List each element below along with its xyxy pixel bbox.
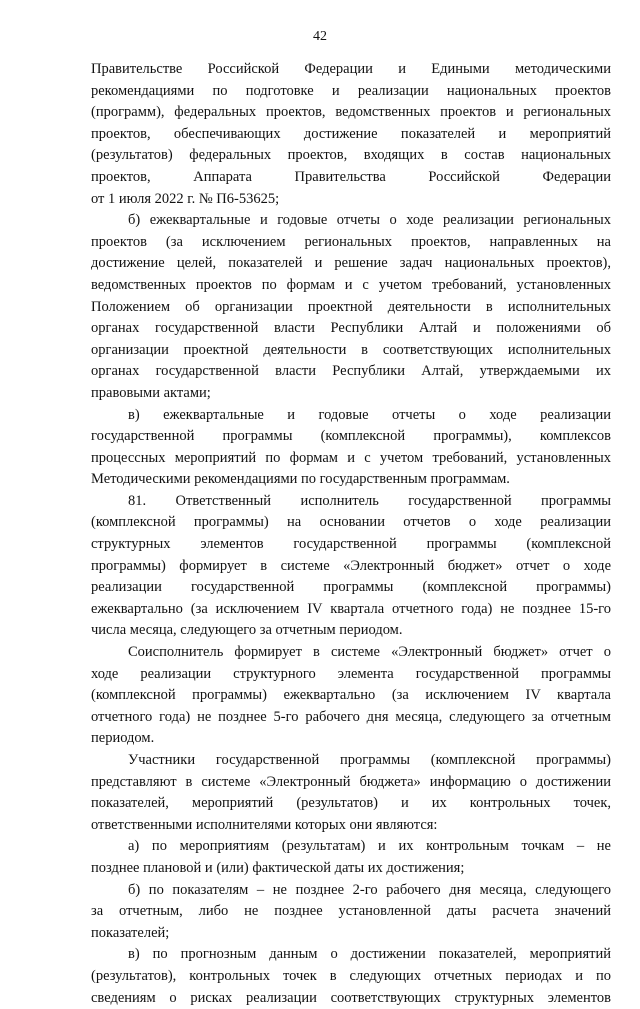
page-number: 42 — [313, 29, 327, 44]
text-line: показателей, мероприятий (результатов) и их контрольных точек, — [91, 795, 611, 812]
text-line: (комплексной программы) на основании отчетов о ходе реализации — [91, 514, 611, 531]
text-line: органах государственной власти Республики Алтай, утверждаемыми их — [91, 363, 611, 380]
text-line: (программ), федеральных проектов, ведомственных проектов и региональных — [91, 104, 611, 121]
text-line: организации проектной деятельности в соответствующих исполнительных — [91, 341, 611, 358]
text-line: Участники государственной программы (комплексной программы) — [128, 752, 611, 768]
text-line: проектов, обеспечивающих достижение показателей и мероприятий — [91, 125, 611, 142]
text-line: а) по мероприятиям (результатам) и их контрольным точкам – не — [128, 838, 611, 855]
text-line: от 1 июля 2022 г. № П6-53625; — [91, 190, 280, 207]
text-line: ответственными исполнителями которых они являются: — [91, 816, 438, 833]
text-line: представляют в системе «Электронный бюджета» информацию о достижении — [91, 773, 611, 790]
text-line: позднее плановой и (или) фактической даты их достижения; — [91, 859, 465, 876]
text-line: в) по прогнозным данным о достижении показателей, мероприятий — [128, 946, 611, 963]
text-line: проектов, Аппарата Правительства Российской Федерации — [91, 168, 611, 185]
text-line: б) ежеквартальные и годовые отчеты о ходе реализации региональных — [128, 212, 611, 229]
text-line: (результатов), контрольных точек в следующих отчетных периодах и по — [91, 967, 611, 984]
text-line: в) ежеквартальные и годовые отчеты о ходе реализации — [128, 406, 611, 423]
text-line: отчетного года) не позднее 5-го рабочего дня месяца, следующего за отчетным — [91, 708, 611, 725]
text-line: проектов (за исключением региональных проектов, направленных на — [91, 233, 611, 250]
text-line: 81. Ответственный исполнитель государственной программы — [128, 492, 611, 509]
text-line: программы) формирует в системе «Электронный бюджет» отчет о ходе — [91, 557, 611, 574]
text-line: Методическими рекомендациями по государственным программам. — [91, 471, 510, 488]
text-line: периодом. — [91, 730, 155, 747]
text-line: за отчетным, либо не позднее установленной даты расчета значений — [91, 903, 611, 920]
text-line: реализации государственной программы (комплексной программы) — [91, 579, 611, 596]
text-line: рекомендациями по подготовке и реализации национальных проектов — [91, 82, 611, 99]
text-line: структурных элементов государственной программы (комплексной — [91, 536, 611, 553]
text-line: государственной программы (комплексной программы), комплексов — [91, 428, 611, 445]
text-line: б) по показателям – не позднее 2-го рабочего дня месяца, следующего — [128, 881, 611, 898]
document-body — [91, 59, 611, 1009]
text-line: правовыми актами; — [91, 384, 211, 401]
text-line: Правительстве Российской Федерации и Едиными методическими — [91, 61, 611, 77]
text-line: показателей; — [91, 924, 170, 941]
text-line: сведениям о рисках реализации соответствующих структурных элементов — [91, 989, 611, 1006]
text-line: (комплексной программы) ежеквартально (за исключением IV квартала — [91, 687, 611, 704]
text-line: ежеквартально (за исключением IV квартала отчетного года) не позднее 15-го — [91, 600, 611, 617]
text-line: Соисполнитель формирует в системе «Электронный бюджет» отчет о — [128, 644, 611, 661]
text-line: ведомственных проектов по формам и с учетом требований, установленных — [91, 276, 611, 293]
text-line: Положением об организации проектной деятельности в исполнительных — [91, 298, 611, 315]
text-line: ходе реализации структурного элемента государственной программы — [91, 665, 611, 682]
text-line: процессных мероприятий по формам и с учетом требований, установленных — [91, 449, 611, 466]
text-line: достижение целей, показателей и решение задач национальных проектов), — [91, 255, 611, 272]
text-line: числа месяца, следующего за отчетным периодом. — [91, 622, 403, 639]
text-line: органах государственной власти Республики Алтай и положениями об — [91, 320, 611, 337]
text-line: (результатов) федеральных проектов, входящих в состав национальных — [91, 147, 611, 164]
